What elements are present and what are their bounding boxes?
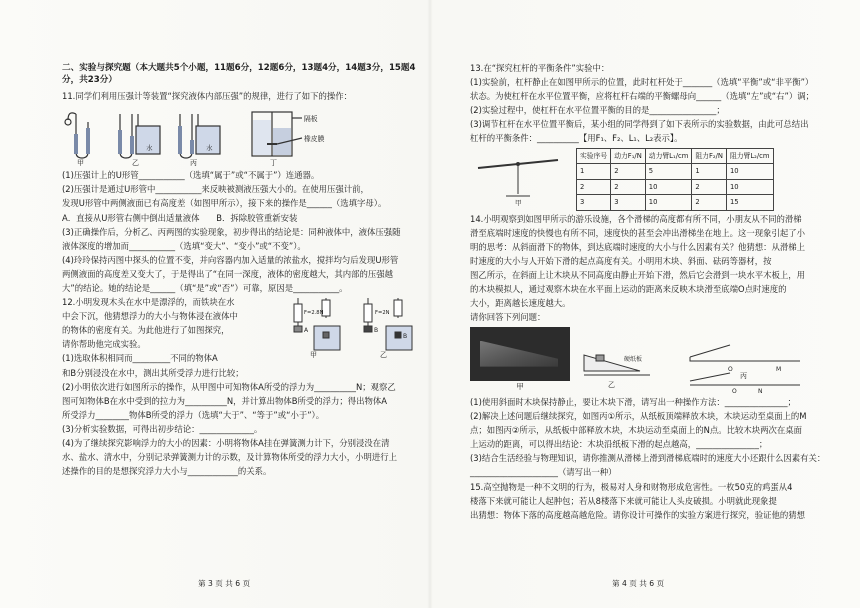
table-cell: 3 <box>611 195 646 210</box>
q11-p4c: 大”的结论。她的结论是______（填“是”或“否”）可靠，原因是___________。 <box>62 282 348 293</box>
q13-p3a: (3)调节杠杆在水平位置平衡后，某小组的同学得到了如下表所示的实验数据，由此可总结出 <box>470 119 809 130</box>
table-cell: 10 <box>645 195 692 210</box>
fig-label-O1: O <box>728 365 733 373</box>
q14-p2b: 点；如图丙②所示，从纸板中部释放木块，木块运动至桌面上的N点。比较木块两次在桌面 <box>470 425 803 436</box>
fig-label-yi-14: 乙 <box>608 380 615 389</box>
q11-p2b: 发现U形管中两侧液面已有高度差（如图甲所示），接下来的操作是______（选填字母）。 <box>62 198 387 209</box>
table-cell: 10 <box>645 179 692 194</box>
q14-p3b: _____________________（请写出一种） <box>470 467 617 478</box>
table-header-cell: 动力臂L₁/cm <box>645 148 692 163</box>
q14-p3a: (3)结合生活经验与物理知识，请你推测从滑梯上滑到滑梯底端时的速度大小还跟什么因素有关： <box>470 453 826 464</box>
q12-p4c: 述操作的目的是想探究浮力大小与____________的关系。 <box>62 466 272 477</box>
table-header-cell: 实验序号 <box>577 148 611 163</box>
q11-fig-jia <box>65 113 90 158</box>
q15-c: 出猜想：物体下落的高度越高越危险。请你设计可操作的实验方案进行探究，验证他的猜想 <box>470 509 805 520</box>
q14-figures <box>470 327 832 393</box>
q12-block <box>62 296 422 366</box>
table-cell: 2 <box>692 195 727 210</box>
q14-a: 14.小明观察到如图甲所示的游乐设施，各个滑梯的高度都有所不同，小朋友从不同的滑梯 <box>470 213 802 224</box>
q11-fig-bing <box>178 114 220 158</box>
fig-label-M: M <box>776 365 782 373</box>
page-footer-right: 第 4 页 共 6 页 <box>612 579 665 588</box>
q13-lever-figure <box>470 148 566 206</box>
fig-label-B1: B <box>374 327 379 335</box>
q15-b: 楼落下来就可能让人起肿包；若从8楼落下来就可能让人头皮破损。小明就此现象提 <box>470 495 777 506</box>
q11-p2c: A．直接从U形管右侧中倒出适量液体 B．拆除胶管重新安装 <box>62 212 298 223</box>
q11-p3b: 液体深度的增加而___________（选填“变大”、“变小”或“不变”）。 <box>62 240 306 251</box>
q12-p2a: (2)小明依次进行如图所示的操作，从甲图中可知物体A所受的浮力为__________N；观察乙 <box>62 381 396 392</box>
fig-label-jia-14: 甲 <box>516 381 524 391</box>
q12-a: 12.小明发现木头在水中是漂浮的，而铁块在水 <box>62 297 235 308</box>
table-cell: 5 <box>645 164 692 179</box>
q12-p1a: (1)选取体积相同而_________不同的物体A <box>62 353 218 364</box>
q14-b: 滑至底端时速度的快慢也有所不同，速度快的甚至会冲出滑梯坐在地上。这一现象引起了小 <box>470 227 805 238</box>
q14-ask: 请你回答下列问题： <box>470 312 546 323</box>
q11-p3a: (3)正确操作后，分析乙、丙两图的实验现象，初步得出的结论是：同种液体中，液体压强随 <box>62 226 401 237</box>
table-header-cell: 阻力臂L₂/cm <box>726 148 773 163</box>
q14-e: 图乙所示，在斜面上让木块从不同高度由静止开始下滑，然后它会滑到一块水平木板上，用 <box>470 269 805 280</box>
table-cell: 2 <box>577 179 611 194</box>
q13-data-table <box>576 148 774 211</box>
fig-label-yi-12: 乙 <box>380 351 387 359</box>
q11-p4a: (4)玲玲保持丙图中探头的位置不变，并向容器内加入适量的浓盐水，搅拌均匀后发现U形管 <box>62 254 399 265</box>
q11-stem: 11.同学们利用压强计等装置“探究液体内部压强”的规律，进行了如下的操作： <box>62 90 352 101</box>
table-cell: 2 <box>692 179 727 194</box>
q14-d: 时速度的大小与人开始下滑的起点高度有关。小明用木块、斜面、砝码等器材，按 <box>470 255 772 266</box>
q14-g: 大小，距离越长速度越大。 <box>470 298 571 309</box>
q12-p2c: 所受浮力________物体B所受的浮力（选填“大于”、“等于”或“小于”）。 <box>62 409 325 420</box>
q12-p4a: (4)为了继续探究影响浮力的大小的因素：小明将物体A挂在弹簧测力计下，分别浸没在清 <box>62 438 390 448</box>
fig-label-water1: 水 <box>146 144 153 153</box>
q15-a: 15.高空抛物是一种不文明的行为，极易对人身和财物形成危害性。一枚50克的鸡蛋从4 <box>470 481 793 492</box>
table-cell: 15 <box>726 195 773 210</box>
q12-p4b: 水、盐水、清水中，分别记录弹簧测力计的示数，及计算物体所受的浮力大小，小明进行上 <box>62 452 397 463</box>
q12-d: 请你帮助他完成实验。 <box>62 339 146 350</box>
table-cell: 1 <box>692 164 727 179</box>
fig-label-cardboard: 硬纸板 <box>624 355 643 363</box>
q11-p2a: (2)压强计是通过U形管中___________来反映被测液压强大小的。在使用压强计前， <box>62 184 369 195</box>
q11-fig-yi <box>118 114 160 158</box>
q14-ramp-figures <box>580 331 810 393</box>
fig-label-jia-12: 甲 <box>310 351 317 359</box>
fig-label-water2: 水 <box>206 144 213 153</box>
fig-label-partition: 隔板 <box>304 115 318 124</box>
right-column <box>470 62 832 523</box>
fig-label-bing: 丙 <box>190 159 197 167</box>
page-footer-left: 第 3 页 共 6 页 <box>198 579 251 588</box>
table-row <box>577 164 774 179</box>
fig-label-f1: F=2.8N <box>304 310 324 317</box>
q13-p1a: (1)实验前，杠杆静止在如图甲所示的位置，此时杠杆处于_______（选填“平衡”或“非平衡”） <box>470 77 814 88</box>
table-header-cell: 动力F₁/N <box>611 148 646 163</box>
q12-b: 中会下沉，他猜想浮力的大小与物体浸在液体中 <box>62 311 238 322</box>
q11-figure <box>62 104 422 166</box>
q14-p2a: (2)解决上述问题后继续探究，如图丙①所示，从纸板顶端释放木块，木块运动至桌面上的M <box>470 411 807 422</box>
fig-label-membrane: 橡皮膜 <box>304 135 325 144</box>
q14-p1: (1)使用斜面时木块保持静止，要让木块下滑，请写出一种操作方法：_______________； <box>470 396 796 407</box>
table-header-cell: 阻力F₂/N <box>692 148 727 163</box>
table-cell: 1 <box>577 164 611 179</box>
q13-p3b: 杠杆的平衡条件：__________【用F₁、F₂、L₁、L₂表示】。 <box>470 133 683 144</box>
fig-label-ding: 丁 <box>270 159 277 167</box>
q12-p1b: 和B分别浸没在水中，测出其所受浮力进行比较； <box>62 367 244 378</box>
q12-p3: (3)分析实验数据，可得出初步结论：_____________。 <box>62 423 263 434</box>
q13-fig-label: 甲 <box>515 198 522 206</box>
table-row <box>577 195 774 210</box>
q11-pressure-apparatus-figure <box>62 104 362 166</box>
q14-f: 的木块模拟人，通过观察木块在水平面上运动的距离来反映木块滑至底端O点时速度的 <box>470 283 787 294</box>
fig-label-yi: 乙 <box>132 159 139 167</box>
fig-label-A: A <box>304 327 309 335</box>
fig-label-f2: F=2N <box>375 310 390 317</box>
left-column <box>62 62 422 479</box>
q12-c: 的物体的密度有关。为此他进行了如图探究， <box>62 325 230 336</box>
fig-label-jia: 甲 <box>77 159 84 167</box>
q14-p2c: 上运动的距离，可以得出结论：木块沿纸板下滑的起点越高，_______________； <box>470 439 768 450</box>
q12-buoyancy-figure <box>280 296 420 358</box>
q13-p2: (2)实验过程中，使杠杆在水平位置平衡的目的是________________； <box>470 105 725 116</box>
fig-label-N: N <box>758 387 763 393</box>
q11-fig-ding <box>252 112 302 156</box>
fig-label-B2: B <box>403 333 408 341</box>
table-cell: 2 <box>611 179 646 194</box>
slide-photo-image <box>470 327 570 381</box>
q13-figure-and-table <box>470 148 832 211</box>
q12-p2b: 图可知物体B在水中受到的拉力为__________N，并计算出物体B所受的浮力；得出物体A <box>62 395 387 406</box>
fig-label-O2: O <box>732 387 737 393</box>
q14-c: 明的思考：从斜面滑下的物体，到达底端时速度的大小与什么因素有关？他猜想：从滑梯上 <box>470 241 805 252</box>
q11-p4b: 两侧液面的高度差又变大了，于是得出了“在同一深度，液体的密度越大，其内部的压强越 <box>62 268 393 279</box>
table-cell: 10 <box>726 164 773 179</box>
q13-stem: 13.在“探究杠杆的平衡条件”实验中： <box>470 63 610 73</box>
table-header-row <box>577 148 774 163</box>
table-cell: 10 <box>726 179 773 194</box>
table-row <box>577 179 774 194</box>
q13-p1b: 状态。为使杠杆在水平位置平衡，应将杠杆右端的平衡螺母向______（选填“左”或“右”）调； <box>470 91 814 102</box>
table-cell: 3 <box>577 195 611 210</box>
table-cell: 2 <box>611 164 646 179</box>
fig-label-bing-14: 丙 <box>740 371 747 380</box>
q11-p1: (1)压强计上的U形管___________（选填“属于”或“不属于”）连通器。 <box>62 170 320 181</box>
section-heading: 二、实验与探究题（本大题共5个小题，11题6分，12题6分，13题4分，14题3分，15题4分，共23分） <box>62 63 416 86</box>
